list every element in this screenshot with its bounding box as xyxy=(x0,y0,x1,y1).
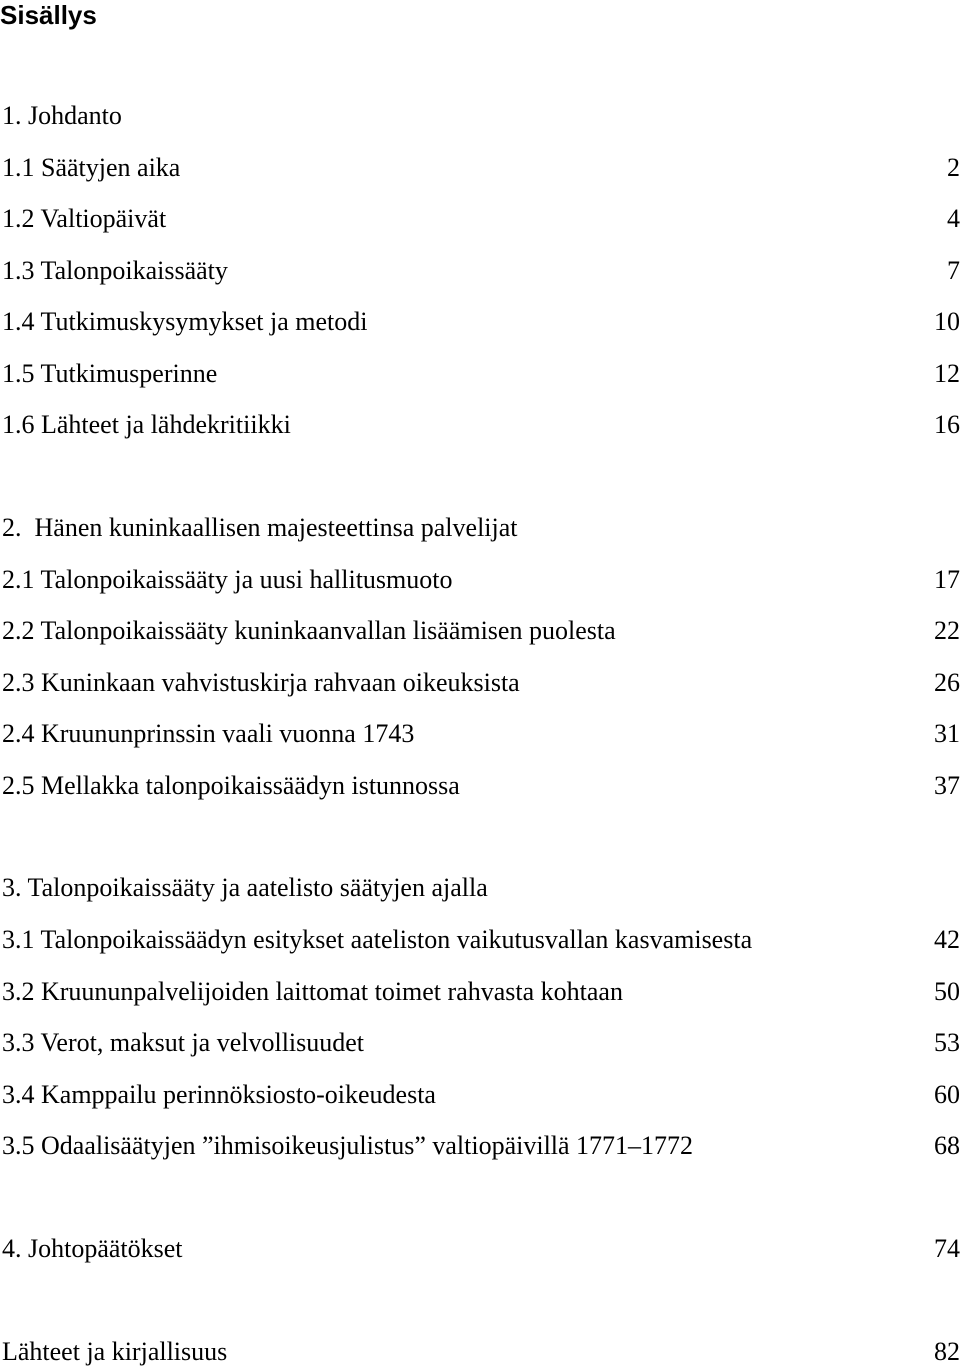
toc-entry-page: 7 xyxy=(947,256,960,285)
toc-entry xyxy=(2,871,960,905)
toc-entry xyxy=(2,305,960,339)
toc-entry-label: 3.1 Talonpoikaissäädyn esitykset aateliston vaikutusvallan kasvamisesta xyxy=(2,925,753,954)
toc-entry-page: 53 xyxy=(934,1028,960,1057)
toc-entry xyxy=(2,254,960,288)
toc-entry-label: 1. Johdanto xyxy=(2,101,122,130)
toc-entry xyxy=(2,408,960,442)
toc-entry xyxy=(2,151,960,185)
toc-entry xyxy=(2,99,960,133)
toc-entry-page: 22 xyxy=(934,616,960,645)
toc-entry-page: 2 xyxy=(947,153,960,182)
toc-entry-page: 82 xyxy=(934,1337,960,1366)
toc-entry-page: 16 xyxy=(934,410,960,439)
toc-entry-label: 3.3 Verot, maksut ja velvollisuudet xyxy=(2,1028,365,1057)
toc-entry-label: 3.2 Kruununpalvelijoiden laittomat toimet rahvasta kohtaan xyxy=(2,977,623,1006)
toc-entry-label: 2. Hänen kuninkaallisen majesteettinsa palvelijat xyxy=(2,513,518,542)
toc-entry-page: 4 xyxy=(947,204,960,233)
toc-entry-label: 3.5 Odaalisäätyjen ”ihmisoikeusjulistus” valtiopäivillä 1771–1772 xyxy=(2,1131,694,1160)
toc-entry xyxy=(2,202,960,236)
toc-entry-page: 68 xyxy=(934,1131,960,1160)
toc-entry-page: 17 xyxy=(934,565,960,594)
toc-entry xyxy=(2,975,960,1009)
toc-entry xyxy=(2,717,960,751)
toc-entry xyxy=(2,511,960,545)
toc-entry-label: Lähteet ja kirjallisuus xyxy=(2,1337,228,1366)
toc-entry-label: 3.4 Kamppailu perinnöksiosto-oikeudesta xyxy=(2,1080,436,1109)
toc-entry xyxy=(2,1026,960,1060)
toc-entry-page: 37 xyxy=(934,771,960,800)
toc-entry-label: 2.1 Talonpoikaissääty ja uusi hallitusmuoto xyxy=(2,565,453,594)
toc-title: Sisällys xyxy=(0,0,97,30)
toc-entry-label: 1.1 Säätyjen aika xyxy=(2,153,181,182)
toc-entry xyxy=(2,1129,960,1163)
toc-entry-label: 1.3 Talonpoikaissääty xyxy=(2,256,228,285)
toc-entry xyxy=(2,1078,960,1112)
toc-entry xyxy=(2,769,960,803)
toc-entry-page: 10 xyxy=(934,307,960,336)
toc-entry-label: 4. Johtopäätökset xyxy=(2,1234,183,1263)
toc-entry-label: 1.4 Tutkimuskysymykset ja metodi xyxy=(2,307,368,336)
toc-entry-label: 3. Talonpoikaissääty ja aatelisto säätyjen ajalla xyxy=(2,873,488,902)
toc-entry-label: 2.3 Kuninkaan vahvistuskirja rahvaan oikeuksista xyxy=(2,668,520,697)
toc-entry-page: 60 xyxy=(934,1080,960,1109)
toc-entry xyxy=(2,666,960,700)
toc-entry-page: 31 xyxy=(934,719,960,748)
toc-entry xyxy=(2,1335,960,1369)
toc-entry-page: 42 xyxy=(934,925,960,954)
toc-entry xyxy=(2,563,960,597)
toc-entry xyxy=(2,1232,960,1266)
toc-entry-label: 2.2 Talonpoikaissääty kuninkaanvallan lisäämisen puolesta xyxy=(2,616,616,645)
toc-entry-label: 1.5 Tutkimusperinne xyxy=(2,359,218,388)
toc-entry-page: 50 xyxy=(934,977,960,1006)
toc-entry-page: 74 xyxy=(934,1234,960,1263)
toc-entry-page: 12 xyxy=(934,359,960,388)
toc-entry-label: 2.4 Kruununprinssin vaali vuonna 1743 xyxy=(2,719,415,748)
toc-entry-label: 1.2 Valtiopäivät xyxy=(2,204,167,233)
toc-entry xyxy=(2,923,960,957)
toc-entry-label: 1.6 Lähteet ja lähdekritiikki xyxy=(2,410,291,439)
toc-entry-label: 2.5 Mellakka talonpoikaissäädyn istunnossa xyxy=(2,771,460,800)
toc-entry xyxy=(2,614,960,648)
toc-entry xyxy=(2,357,960,391)
toc-entry-page: 26 xyxy=(934,668,960,697)
